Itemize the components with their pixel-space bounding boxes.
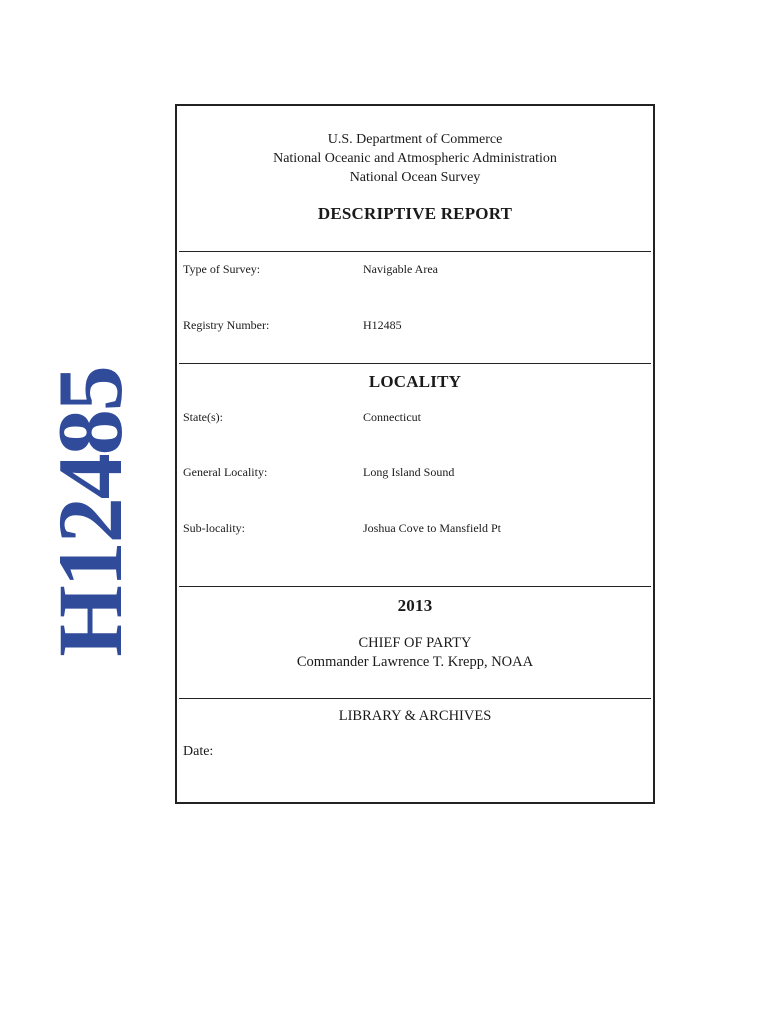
chief-of-party-label: CHIEF OF PARTY <box>358 635 472 651</box>
divider <box>179 251 651 252</box>
survey-year: 2013 <box>397 596 433 615</box>
report-title: DESCRIPTIVE REPORT <box>317 204 513 223</box>
sub-locality-label: Sub-locality: <box>183 521 245 535</box>
state-value: Connecticut <box>363 410 421 424</box>
side-registry-label: H12485 <box>39 367 141 657</box>
survey-type-label: Type of Survey: <box>183 262 261 276</box>
agency-line-2: National Oceanic and Atmospheric Administration <box>273 151 557 166</box>
agency-line-3: National Ocean Survey <box>349 170 481 185</box>
chief-of-party-name: Commander Lawrence T. Krepp, NOAA <box>296 654 534 670</box>
library-archives-label: LIBRARY & ARCHIVES <box>338 708 492 724</box>
divider <box>179 586 651 587</box>
registry-number-value: H12485 <box>363 318 402 332</box>
report-cover-box <box>175 104 655 804</box>
sub-locality-value: Joshua Cove to Mansfield Pt <box>363 521 501 535</box>
date-label: Date: <box>183 744 214 759</box>
registry-number-label: Registry Number: <box>183 318 270 332</box>
locality-title: LOCALITY <box>368 372 462 391</box>
divider <box>179 698 651 699</box>
survey-type-value: Navigable Area <box>363 262 438 276</box>
divider <box>179 363 651 364</box>
agency-line-1: U.S. Department of Commerce <box>327 132 503 147</box>
state-label: State(s): <box>183 410 223 424</box>
general-locality-value: Long Island Sound <box>363 465 455 479</box>
general-locality-label: General Locality: <box>183 465 268 479</box>
